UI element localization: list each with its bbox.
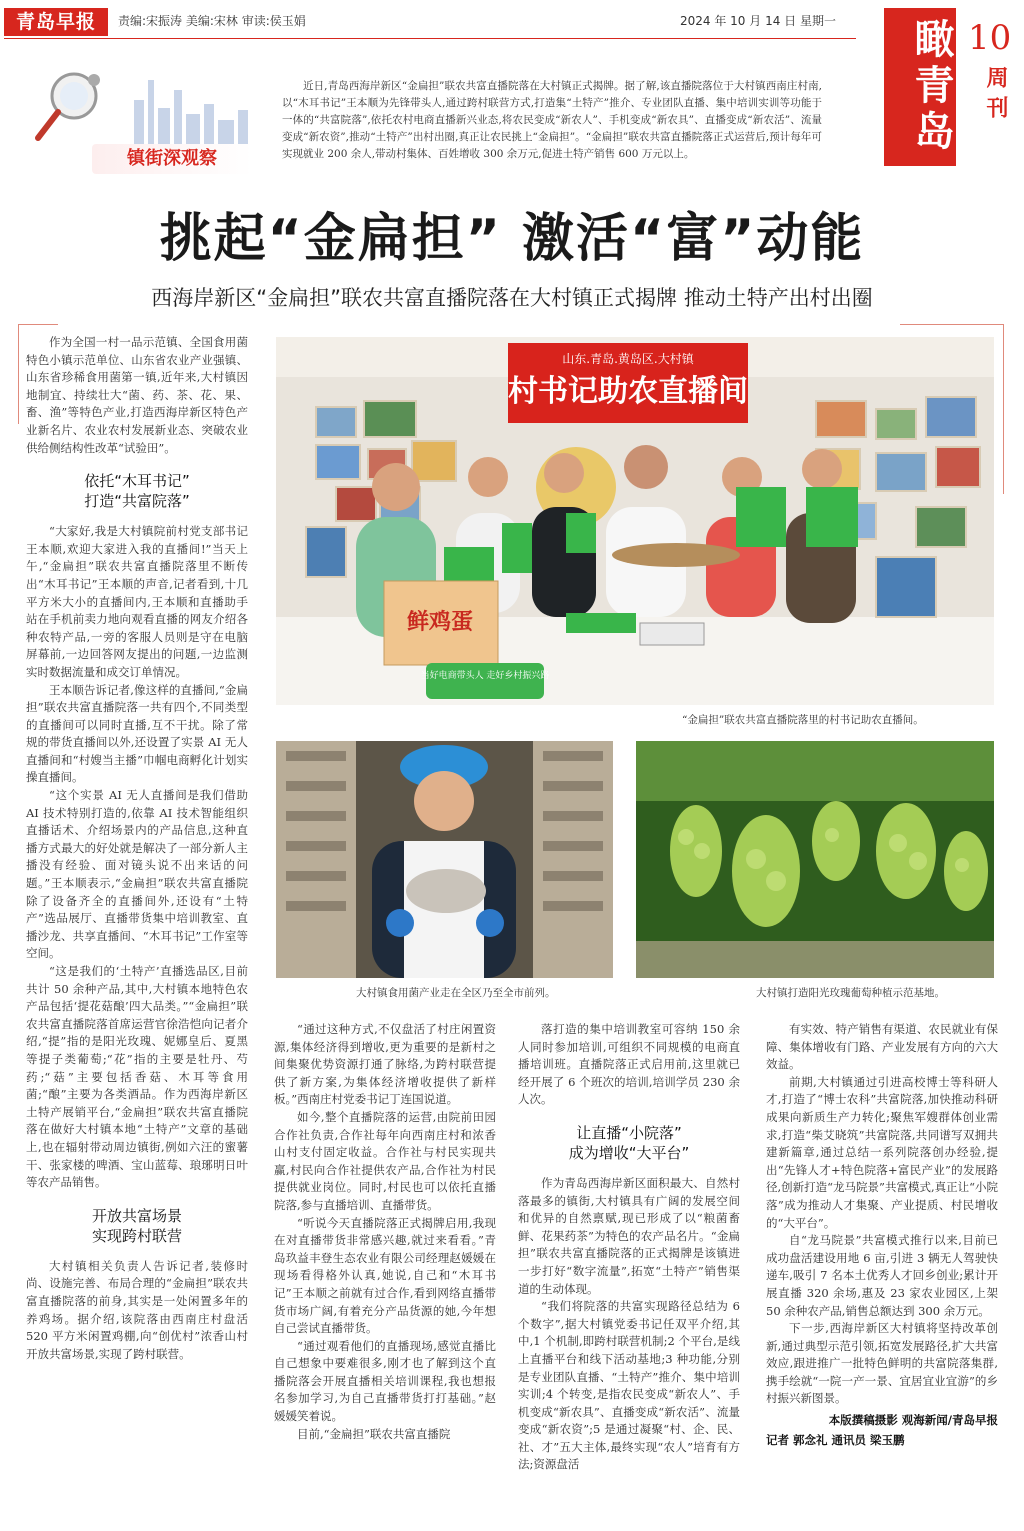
weekly-label: 周刊: [983, 66, 1008, 126]
col3-paragraph: 落打造的集中培训教室可容纳 150 余人同时参加培训,可组织不同规模的电商直播培训班。直播院落正式启用前,这里就已经开展了 6 个班次的培训,培训学员 230 余人次。: [518, 1022, 740, 1107]
main-photo-caption: “金扁担”联农共富直播院落里的村书记助农直播间。: [682, 714, 924, 726]
mushroom-photo: [276, 741, 613, 978]
frame-line-top-right: [900, 324, 1004, 325]
main-photo-livestream-room: [276, 337, 994, 705]
article-column-1: [26, 334, 248, 1363]
headline: 挑起“金扁担” 激活“富”动能: [159, 209, 865, 269]
col2-paragraph: “通过观看他们的直播现场,感觉直播比自己想象中要难很多,刚才也了解到这个直播院落会开展直播相关培训课程,我也想报名参加学习,为自己直播带货打打基础。”赵媛媛笑着说。: [274, 1338, 496, 1424]
subheading-1: 依托“木耳书记” 打造“共富院落”: [84, 472, 190, 511]
egg-box-text: 鲜鸡蛋: [406, 610, 474, 635]
lead-paragraph: 近日,青岛西海岸新区“金扁担”联农共富直播院落在大村镇正式揭牌。据了解,该直播院落位于大村镇西南庄村南,以“木耳书记”王本顺为先锋带头人,通过跨村联营方式,打造集“土特产”推介、专业团队直播、集中培训实训等功能于一体的“共富院落”,依托农村电商直播新兴业态,将农民变成“新农人”、手机变成“新农具”、直播变成“新农活”、流量变成“新农资”,推动“土特产”出村出圈,真正让农民挑上“金扁担”。“金扁担”联农共富直播院落正式运营后,预计每年可实现就业 200 余人,带动村集体、百姓增收 300 余万元,促进土特产销售 600 万元以上。: [282, 80, 822, 160]
col1-paragraph: “这是我们的‘土特产’直播选品区,目前共计 50 余种产品,其中,大村镇本地特色农产品包括‘提花菇酿’四大品类。”“金扁担”联农共富直播院落首席运营官徐浩恺向记者介绍,“提”指的是阳光玫瑰、妮娜皇后、夏黑等提子类葡萄;“花”指的主要是牡丹、芍药;“菇”主要包括香菇、木耳等食用菌;“酿”主要为各类酒品。作为西海岸新区土特产展销平台,“金扁担”联农共富直播院落在做好大村镇本地“土特产”文章的基础上,也在辐射带动周边镇街,例如六汪的蜜薯干、张家楼的啤酒、宝山蓝莓、琅琊明日叶等农产品销售。: [26, 964, 248, 1190]
section-title: 瞰青岛: [884, 8, 956, 166]
byline-reporters: 记者 郭念礼 通讯员 梁玉鹏: [766, 1432, 905, 1447]
col2-paragraph: 目前,“金扁担”联农共富直播院: [297, 1426, 451, 1441]
banner-top-text: 山东.青岛.黄岛区.大村镇: [562, 352, 694, 366]
article-column-2: [274, 1021, 496, 1443]
subheading-2: 开放共富场景 实现跨村联营: [91, 1206, 182, 1245]
mushroom-photo-caption: 大村镇食用菌产业走在全区乃至全市前列。: [356, 987, 556, 999]
newspaper-logo: 青岛早报: [4, 8, 108, 36]
col2-paragraph: “通过这种方式,不仅盘活了村庄闲置资源,集体经济得到增收,更为重要的是新村之间集聚优势资源打通了脉络,为跨村联营提供了新方案,为集体经济增收提供了新样板。”西南庄村党委书记丁连国说道。: [274, 1022, 496, 1107]
col3-paragraph: “我们将院落的共富实现路径总结为 6 个数字”,据大村镇党委书记任双平介绍,其中,1 个机制,即跨村联营机制;2 个平台,是线上直播平台和线下活动基地;3 种功能,分别是专业团队直播、“土特产”推介、集中培训实训;4 个转变,是指农民变成“新农人”、手机变成“新农具”、直播变成“新农活”、流量变成“新农资”;5 是通过凝聚“村、企、民、社、才”五大主体,最终实现“农人”培育有方法;资源盘活: [518, 1299, 740, 1472]
col1-paragraph: “大家好,我是大村镇院前村党支部书记王本顺,欢迎大家进入我的直播间!”当天上午,“金扁担”联农共富直播院落里不断传出“木耳书记”王本顺的声音,记者看到,十几平方米大小的直播间内,王本顺和直播助手站在手机前卖力地向观看直播的网友介绍各种农特产品,一旁的客服人员则是守在电脑屏幕前,一边回答网友提出的问题,一边监测实时数据流量和成交订单情况。: [26, 524, 248, 679]
sign-text: 当好电商带头人 走好乡村振兴路: [420, 671, 550, 681]
frame-line-left: [18, 324, 19, 424]
page-number: 10: [968, 18, 1012, 58]
frame-line-right: [1003, 324, 1004, 494]
masthead-rule: [4, 38, 856, 39]
grapes-photo-caption: 大村镇打造阳光玫瑰葡萄种植示范基地。: [756, 987, 945, 999]
col4-paragraph: 有实效、特产销售有渠道、农民就业有保障、集体增收有门路、产业发展有方向的六大效益。: [766, 1022, 998, 1072]
article-column-3: [518, 1021, 740, 1474]
col1-paragraph: 大村镇相关负责人告诉记者,装修时尚、设施完善、布局合理的“金扁担”联农共富直播院落的前身,其实是一处闲置多年的养鸡场。据介绍,该院落由西南庄村盘活 520 平方米闲置鸡棚,向“创优村”浓香山村开放共富场景,实现了跨村联营。: [26, 1258, 248, 1361]
byline-photography: 本版撰稿摄影 观海新闻/青岛早报: [828, 1413, 998, 1428]
column-label: 镇街深观察: [92, 144, 252, 174]
col1-paragraph: “这个实景 AI 无人直播间是我们借助 AI 技术特别打造的,依靠 AI 技术智能组织直播话术、介绍场景内的产品信息,这种直播方式最大的好处就是解决了一部分新人主播没有经验、面对镜头说不出来话的问题。”王本顺表示,“金扁担”联农共富直播院除了设备齐全的直播间外,还设有“土特产”选品展厅、直播带货集中培训教室、直播沙龙、共享直播间、“木耳书记”工作室等空间。: [26, 788, 248, 961]
col3-paragraph: 作为青岛西海岸新区面积最大、自然村落最多的镇街,大村镇具有广阔的发展空间和优异的自然禀赋,现已形成了以“粮菌畜鲜、花果药茶”为特色的农产品名片。“金扁担”联农共富直播院落的正式揭牌是该镇进一步打好“数字流量”,拓宽“土特产”销售渠道的生动体现。: [518, 1175, 740, 1296]
issue-date: 2024 年 10 月 14 日 星期一: [680, 14, 836, 28]
col4-paragraph: 自“龙马院景”共富模式推行以来,目前已成功盘活建设用地 6 亩,引进 3 辆无人驾驶快递车,吸引 7 名本土优秀人才回乡创业;累计开展直播 320 余场,惠及 23 家农业园区,上架 50 余种农产品,销售总额达到 300 余万元。: [766, 1233, 998, 1318]
col1-paragraph: 王本顺告诉记者,像这样的直播间,“金扁担”联农共富直播院落一共有四个,不同类型的直播间可以同时直播,互不干扰。除了常规的带货直播间以外,还设置了实景 AI 无人直播间和“村嫂当主播”巾帼电商孵化计划实操直播间。: [26, 682, 248, 785]
col1-paragraph: 作为全国一村一品示范镇、全国食用菌特色小镇示范单位、山东省农业产业强镇、山东省珍稀食用菌第一镇,近年来,大村镇因地制宜、持续壮大“菌、药、茶、花、果、畜、渔”等特色产业,打造西海岸新区特色产业新名片、农业农村发展新业态、突破农业供给侧结构性改革“试验田”。: [26, 335, 248, 455]
col2-paragraph: “听说今天直播院落正式揭牌启用,我现在对直播带货非常感兴趣,就过来看看。”青岛玖益丰登生态农业有限公司经理赵媛媛在现场看得格外认真,她说,自己和“木耳书记”王本顺之前就有过合作,看到网络直播带货市场广阔,有着充分产品货源的她,今年想自己尝试直播带货。: [274, 1215, 496, 1336]
col4-paragraph: 下一步,西海岸新区大村镇将坚持改革创新,通过典型示范引领,拓宽发展路径,扩大共富效应,跟进推广一批特色鲜明的共富院落集群,携手绘就“一院一产一景、宜居宜业宜游”的乡村振兴新图景。: [766, 1321, 998, 1406]
frame-line-top-left: [18, 324, 58, 325]
grapes-photo: [636, 741, 994, 978]
subheading-3: 让直播“小院落” 成为增收“大平台”: [568, 1123, 690, 1162]
editor-credits: 责编:宋振涛 美编:宋林 审读:侯玉娟: [118, 14, 306, 28]
col2-paragraph: 如今,整个直播院落的运营,由院前田园合作社负责,合作社每年向西南庄村和浓香山村支付固定收益。合作社与村民实现共赢,村民向合作社提供农产品,合作社为村民提供就业岗位。同时,村民也可以依托直播院落,参与直播培训、直播带货。: [274, 1109, 496, 1212]
subheadline: 西海岸新区“金扁担”联农共富直播院落在大村镇正式揭牌 推动土特产出村出圈: [151, 286, 873, 310]
col4-paragraph: 前期,大村镇通过引进高校博士等科研人才,打造了“博士农科”共富院落,加快推动科研成果向新质生产力转化;聚焦军嫂群体创业需求,打造“柴艾晓筑”共富院落,共同谱写双拥共建新篇章,通过总结一系列院落创办经验,提出“先锋人才+特色院落+富民产业”的发展路径,创新打造“龙马院景”共富模式,真正让“小院落”成为推动人才集聚、产业提质、村民增收的“大平台”。: [766, 1074, 998, 1230]
banner-main-text: 村书记助农直播间: [508, 374, 748, 409]
article-column-4: [766, 1021, 998, 1449]
